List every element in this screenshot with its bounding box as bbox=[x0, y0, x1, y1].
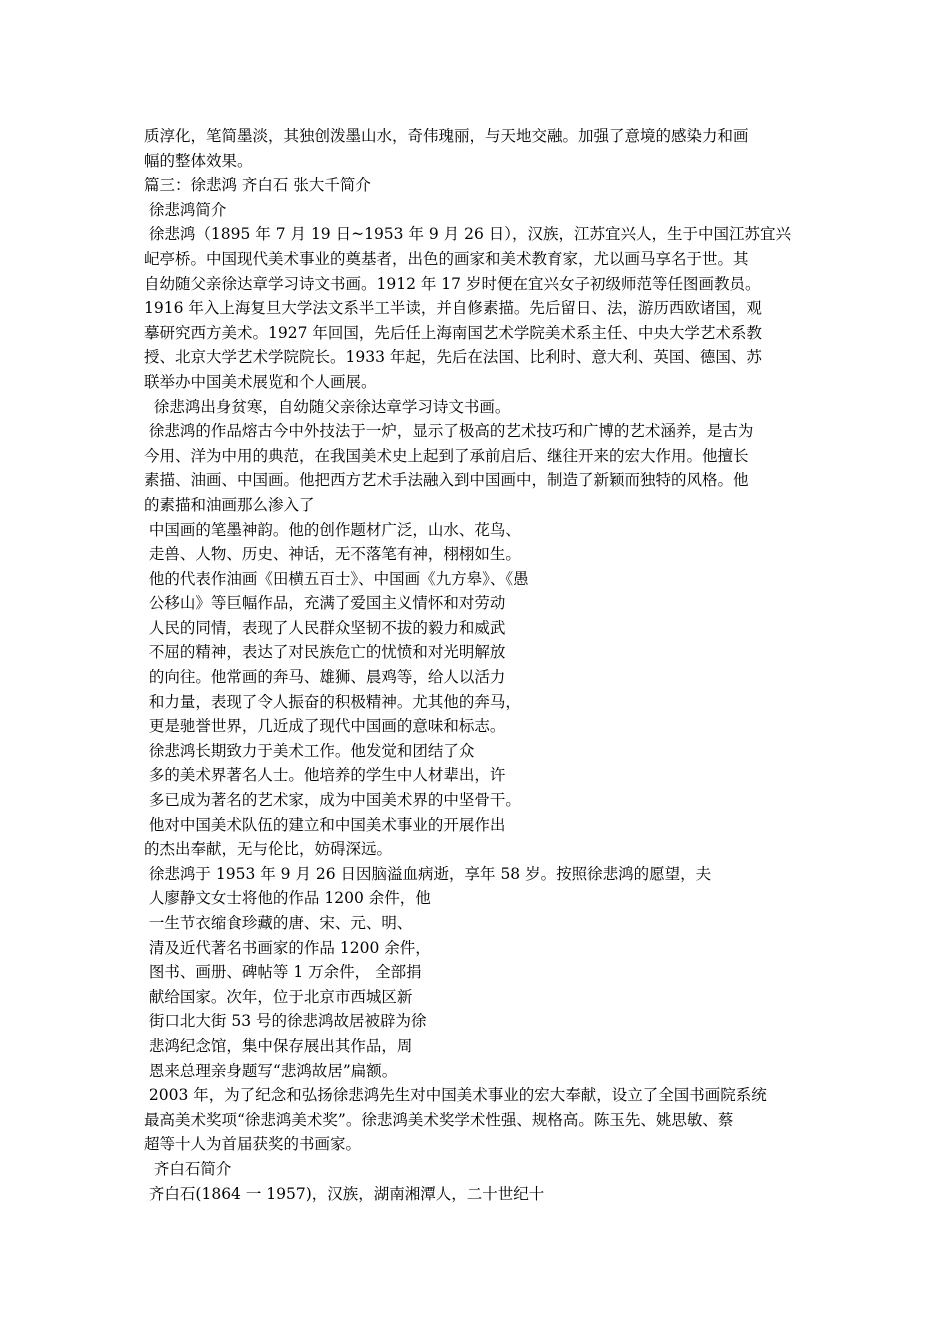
document-body bbox=[144, 124, 824, 1206]
text-line: 徐悲鸿简介 bbox=[144, 200, 227, 219]
text-line: 他对中国美术队伍的建立和中国美术事业的开展作出 bbox=[144, 815, 506, 834]
text-line: 走兽、人物、历史、神话，无不落笔有神，栩栩如生。 bbox=[144, 545, 521, 564]
text-line: 屺亭桥。中国现代美术事业的奠基者，出色的画家和美术教育家，尤以画马享名于世。其 bbox=[144, 249, 749, 268]
text-line: 恩来总理亲身题写“悲鸿故居”扁额。 bbox=[144, 1061, 398, 1080]
text-line: 图书、画册、碑帖等 1 万余件， 全部捐 bbox=[144, 963, 422, 982]
text-line: 徐悲鸿于 1953 年 9 月 26 日因脑溢血病逝，享年 58 岁。按照徐悲鸿的愿望，夫 bbox=[144, 864, 712, 883]
text-line: 多已成为著名的艺术家，成为中国美术界的中坚骨干。 bbox=[144, 791, 521, 810]
text-line: 徐悲鸿出身贫寒，自幼随父亲徐达章学习诗文书画。 bbox=[144, 397, 511, 416]
text-line: 联举办中国美术展览和个人画展。 bbox=[144, 372, 377, 391]
text-line: 街口北大街 53 号的徐悲鸿故居被辟为徐 bbox=[144, 1012, 427, 1031]
text-line: 徐悲鸿的作品熔古今中外技法于一炉，显示了极高的艺术技巧和广博的艺术涵养，是古为 bbox=[144, 422, 754, 441]
text-line: 中国画的笔墨神韵。他的创作题材广泛，山水、花鸟、 bbox=[144, 520, 521, 539]
text-line: 的向往。他常画的奔马、雄狮、晨鸡等，给人以活力 bbox=[144, 668, 506, 687]
text-line: 人廖静文女士将他的作品 1200 余件，他 bbox=[144, 889, 431, 908]
text-line: 授、北京大学艺术学院院长。1933 年起，先后在法国、比利时、意大利、英国、德国、苏 bbox=[144, 348, 762, 367]
text-line: 悲鸿纪念馆，集中保存展出其作品，周 bbox=[144, 1036, 413, 1055]
text-line: 齐白石简介 bbox=[144, 1159, 232, 1178]
text-line: 人民的同情，表现了人民群众坚韧不拔的毅力和威武 bbox=[144, 618, 506, 637]
text-line: 最高美术奖项“徐悲鸿美术奖”。徐悲鸿美术奖学术性强、规格高。陈玉先、姚思敏、蔡 bbox=[144, 1110, 734, 1129]
text-line: 今用、洋为中用的典范，在我国美术史上起到了承前启后、继往开来的宏大作用。他擅长 bbox=[144, 446, 749, 465]
text-line: 幅的整体效果。 bbox=[144, 151, 253, 170]
text-line: 徐悲鸿（1895 年 7 月 19 日~1953 年 9 月 26 日），汉族，江苏宜兴人，生于中国江苏宜兴 bbox=[144, 225, 791, 244]
text-line: 2003 年，为了纪念和弘扬徐悲鸿先生对中国美术事业的宏大奉献，设立了全国书画院系统 bbox=[144, 1086, 767, 1105]
text-line: 素描、油画、中国画。他把西方艺术手法融入到中国画中，制造了新颖而独特的风格。他 bbox=[144, 471, 749, 490]
text-line: 更是驰誉世界，几近成了现代中国画的意味和标志。 bbox=[144, 717, 506, 736]
text-line: 齐白石(1864 一 1957)，汉族，湖南湘潭人，二十世纪十 bbox=[144, 1184, 545, 1203]
text-line: 摹研究西方美术。1927 年回国，先后任上海南国艺术学院美术系主任、中央大学艺术系教 bbox=[144, 323, 762, 342]
text-line: 他的代表作油画《田横五百士》、中国画《九方皋》、《愚 bbox=[144, 569, 529, 588]
text-line: 1916 年入上海复旦大学法文系半工半读，并自修素描。先后留日、法，游历西欧诸国，观 bbox=[144, 299, 762, 318]
text-line: 超等十人为首届获奖的书画家。 bbox=[144, 1135, 362, 1154]
text-line: 和力量，表现了令人振奋的积极精神。尤其他的奔马， bbox=[144, 692, 521, 711]
text-line: 不屈的精神，表达了对民族危亡的忧愤和对光明解放 bbox=[144, 643, 506, 662]
text-line: 篇三：徐悲鸿 齐白石 张大千简介 bbox=[144, 176, 371, 195]
text-line: 徐悲鸿长期致力于美术工作。他发觉和团结了众 bbox=[144, 741, 475, 760]
text-line: 清及近代著名书画家的作品 1200 余件， bbox=[144, 938, 431, 957]
text-line: 献给国家。次年，位于北京市西城区新 bbox=[144, 987, 413, 1006]
text-line: 的素描和油画那么渗入了 bbox=[144, 495, 315, 514]
text-line: 一生节衣缩食珍藏的唐、宋、元、明、 bbox=[144, 914, 413, 932]
text-line: 质淳化，笔简墨淡，其独创泼墨山水，奇伟瑰丽，与天地交融。加强了意境的感染力和画 bbox=[144, 127, 749, 145]
text-line: 的杰出奉献，无与伦比，妨碍深远。 bbox=[144, 840, 393, 859]
text-line: 自幼随父亲徐达章学习诗文书画。1912 年 17 岁时便在宜兴女子初级师范等任图画教员。 bbox=[144, 274, 761, 293]
text-line: 多的美术界著名人士。他培养的学生中人材辈出，许 bbox=[144, 766, 506, 785]
text-line: 公移山》等巨幅作品，充满了爱国主义情怀和对劳动 bbox=[144, 594, 506, 613]
